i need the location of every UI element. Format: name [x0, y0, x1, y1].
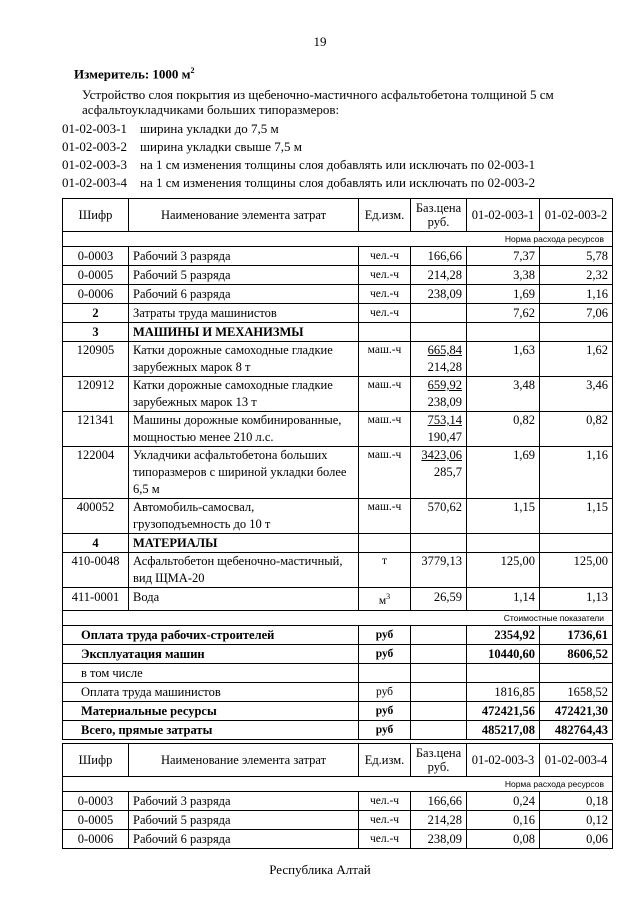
code-id: 01-02-003-1 [62, 121, 127, 136]
price-main: 753,14 [427, 413, 462, 427]
table-row [63, 342, 613, 377]
cell-empty [411, 644, 467, 663]
cost-row [63, 682, 613, 701]
cost-v2: 482764,43 [540, 720, 613, 739]
cell-name: Рабочий 6 разряда [129, 830, 359, 849]
cost-v2 [540, 663, 613, 682]
cell-unit: маш.-ч [359, 342, 411, 377]
cell-code: 3 [63, 323, 129, 342]
cell-unit [359, 588, 411, 611]
page-number: 19 [313, 34, 327, 49]
cell-unit: маш.-ч [359, 377, 411, 412]
cell-code: 0-0006 [63, 285, 129, 304]
table-row [63, 377, 613, 412]
cell-code: 0-0003 [63, 247, 129, 266]
cell-empty [359, 323, 411, 342]
table-row [63, 499, 613, 534]
table-header [63, 199, 613, 232]
cell-empty [411, 323, 467, 342]
cell-code: 0-0005 [63, 811, 129, 830]
cost-v2: 472421,30 [540, 701, 613, 720]
col-header: Наименование элемента затрат [129, 744, 359, 777]
col-header: 01-02-003-3 [467, 744, 540, 777]
cell-price: 26,59 [411, 588, 467, 611]
price-main: 665,84 [427, 343, 462, 357]
cell-empty [467, 534, 540, 553]
table-row [63, 247, 613, 266]
cell-code: 411-0001 [63, 588, 129, 611]
cell-code: 410-0048 [63, 553, 129, 588]
cell-name: Рабочий 3 разряда [129, 792, 359, 811]
resource-table-2 [62, 743, 613, 849]
resource-table-1 [62, 198, 613, 740]
table-row [63, 447, 613, 499]
cell-code: 121341 [63, 412, 129, 447]
cell-v2: 7,06 [540, 304, 613, 323]
cell-price [411, 342, 467, 377]
cell-unit: чел.-ч [359, 247, 411, 266]
cell-v1: 1,15 [467, 499, 540, 534]
meter-text: Измеритель: 1000 м [74, 66, 191, 82]
cell-v2: 1,16 [540, 447, 613, 499]
cost-unit: руб [359, 701, 411, 720]
cost-v1 [467, 663, 540, 682]
col-header: 01-02-003-2 [540, 199, 613, 232]
cell-name: Укладчики асфальтобетона больших типоразмеров с шириной укладки более 6,5 м [129, 447, 359, 499]
col-header: Ед.изм. [359, 199, 411, 232]
table-row [63, 412, 613, 447]
cell-code: 4 [63, 534, 129, 553]
cell-v2: 5,78 [540, 247, 613, 266]
cell-v2: 1,15 [540, 499, 613, 534]
cost-v1: 2354,92 [467, 625, 540, 644]
cell-code: 400052 [63, 499, 129, 534]
cell-unit: маш.-ч [359, 499, 411, 534]
section-title: МАШИНЫ И МЕХАНИЗМЫ [129, 323, 359, 342]
price-labor: 238,09 [427, 395, 462, 409]
cost-row [63, 663, 613, 682]
cell-price: 3779,13 [411, 553, 467, 588]
cost-v2: 1736,61 [540, 625, 613, 644]
price-main: 659,92 [427, 378, 462, 392]
cost-name: Материальные ресурсы [63, 701, 359, 720]
cost-v1: 1816,85 [467, 682, 540, 701]
price-labor: 190,47 [427, 430, 462, 444]
table-row [63, 588, 613, 611]
cell-v1: 0,16 [467, 811, 540, 830]
cost-row [63, 644, 613, 663]
norm-label: Норма расхода ресурсов [63, 777, 613, 792]
meter-sup: 2 [190, 66, 195, 75]
col-header: Ед.изм. [359, 744, 411, 777]
code-row [62, 156, 535, 174]
cell-price: 570,62 [411, 499, 467, 534]
cell-v1: 0,82 [467, 412, 540, 447]
cost-name: Оплата труда машинистов [63, 682, 359, 701]
cell-empty [411, 682, 467, 701]
cell-v1: 1,69 [467, 447, 540, 499]
cost-row [63, 625, 613, 644]
cell-name: Машины дорожные комбинированные, мощностью менее 210 л.с. [129, 412, 359, 447]
cell-price [411, 447, 467, 499]
cell-unit: чел.-ч [359, 285, 411, 304]
col-header: Шифр [63, 744, 129, 777]
cell-code: 0-0003 [63, 792, 129, 811]
section-row [63, 323, 613, 342]
cell-empty [540, 323, 613, 342]
cell-name: Затраты труда машинистов [129, 304, 359, 323]
cell-empty [411, 663, 467, 682]
cell-price: 166,66 [411, 247, 467, 266]
cell-v1: 7,62 [467, 304, 540, 323]
cell-v2: 0,06 [540, 830, 613, 849]
cell-unit: маш.-ч [359, 412, 411, 447]
table-row [63, 553, 613, 588]
table-row [63, 830, 613, 849]
cell-v2: 0,18 [540, 792, 613, 811]
cell-v1: 0,24 [467, 792, 540, 811]
cell-price: 214,28 [411, 266, 467, 285]
cell-v2: 2,32 [540, 266, 613, 285]
cost-row [63, 701, 613, 720]
cell-name: Рабочий 6 разряда [129, 285, 359, 304]
table-row [63, 792, 613, 811]
unit-text: м [378, 594, 387, 607]
section-title: МАТЕРИАЛЫ [129, 534, 359, 553]
cell-empty [467, 323, 540, 342]
cell-v2: 1,13 [540, 588, 613, 611]
cell-empty [540, 534, 613, 553]
col-header: 01-02-003-1 [467, 199, 540, 232]
code-row [62, 174, 535, 192]
code-row [62, 120, 535, 138]
col-header: 01-02-003-4 [540, 744, 613, 777]
cell-code: 120905 [63, 342, 129, 377]
cell-v1: 3,48 [467, 377, 540, 412]
cell-v1: 1,63 [467, 342, 540, 377]
cost-unit: руб [359, 644, 411, 663]
cell-code: 2 [63, 304, 129, 323]
cell-unit: чел.-ч [359, 830, 411, 849]
cell-v2: 125,00 [540, 553, 613, 588]
cost-unit: руб [359, 625, 411, 644]
cell-name: Асфальтобетон щебеночно-мастичный, вид ЩМА-20 [129, 553, 359, 588]
cell-name: Вода [129, 588, 359, 611]
price-labor: 214,28 [427, 360, 462, 374]
cell-name: Катки дорожные самоходные гладкие зарубежных марок 8 т [129, 342, 359, 377]
table-header [63, 744, 613, 777]
cost-header-row [63, 610, 613, 625]
section-row [63, 534, 613, 553]
code-id: 01-02-003-2 [62, 139, 127, 154]
cell-v1: 7,37 [467, 247, 540, 266]
cell-code: 122004 [63, 447, 129, 499]
cell-unit: чел.-ч [359, 792, 411, 811]
code-row [62, 138, 535, 156]
norm-row [63, 777, 613, 792]
cell-v2: 0,82 [540, 412, 613, 447]
footer-region: Республика Алтай [269, 862, 371, 877]
cost-row [63, 720, 613, 739]
col-header: Шифр [63, 199, 129, 232]
code-id: 01-02-003-3 [62, 157, 127, 172]
cost-v1: 485217,08 [467, 720, 540, 739]
cell-price: 238,09 [411, 285, 467, 304]
cell-price [411, 412, 467, 447]
cost-v1: 472421,56 [467, 701, 540, 720]
cell-unit: чел.-ч [359, 266, 411, 285]
cell-v2: 0,12 [540, 811, 613, 830]
cost-v2: 1658,52 [540, 682, 613, 701]
cell-price: 166,66 [411, 792, 467, 811]
table-row [63, 304, 613, 323]
norm-row [63, 232, 613, 247]
cell-unit: чел.-ч [359, 304, 411, 323]
meter-label [74, 66, 195, 82]
cell-name: Рабочий 5 разряда [129, 811, 359, 830]
code-text: на 1 см изменения толщины слоя добавлять или исключать по 02-003-2 [140, 175, 536, 190]
table-row [63, 285, 613, 304]
cell-code: 0-0005 [63, 266, 129, 285]
cost-unit: руб [359, 720, 411, 739]
cost-label: Стоимостные показатели [63, 610, 613, 625]
cell-v1: 1,14 [467, 588, 540, 611]
cell-empty [359, 534, 411, 553]
cell-name: Рабочий 5 разряда [129, 266, 359, 285]
cell-code: 0-0006 [63, 830, 129, 849]
cell-empty [411, 701, 467, 720]
cell-price: 214,28 [411, 811, 467, 830]
cell-unit: т [359, 553, 411, 588]
cell-v2: 3,46 [540, 377, 613, 412]
cell-empty [411, 720, 467, 739]
cell-v1: 3,38 [467, 266, 540, 285]
code-text: ширина укладки свыше 7,5 м [140, 139, 303, 154]
cell-empty [411, 534, 467, 553]
col-header: Наименование элемента затрат [129, 199, 359, 232]
cell-name: Автомобиль-самосвал, грузоподъемность до 10 т [129, 499, 359, 534]
cost-name: Всего, прямые затраты [63, 720, 359, 739]
table-row [63, 266, 613, 285]
cost-unit [359, 663, 411, 682]
cost-name: Оплата труда рабочих-строителей [63, 625, 359, 644]
table-row [63, 811, 613, 830]
description: Устройство слоя покрытия из щебеночно-мастичного асфальтобетона толщиной 5 см асфальтоукладчиками больших типоразмеров: [82, 87, 554, 117]
price-labor: 285,7 [433, 465, 462, 479]
price-main: 3423,06 [421, 448, 462, 462]
col-header: Баз.цена руб. [411, 744, 467, 777]
cell-v1: 1,69 [467, 285, 540, 304]
cell-price [411, 304, 467, 323]
cost-name: в том числе [63, 663, 359, 682]
cell-empty [411, 625, 467, 644]
code-text: на 1 см изменения толщины слоя добавлять или исключать по 02-003-1 [140, 157, 536, 172]
norm-label: Норма расхода ресурсов [63, 232, 613, 247]
code-list [62, 120, 535, 192]
code-id: 01-02-003-4 [62, 175, 127, 190]
cell-name: Катки дорожные самоходные гладкие зарубежных марок 13 т [129, 377, 359, 412]
cost-name: Эксплуатация машин [63, 644, 359, 663]
unit-sup: 3 [386, 592, 391, 601]
code-text: ширина укладки до 7,5 м [140, 121, 279, 136]
cell-v2: 1,62 [540, 342, 613, 377]
col-header: Баз.цена руб. [411, 199, 467, 232]
cell-v1: 0,08 [467, 830, 540, 849]
cell-price: 238,09 [411, 830, 467, 849]
cell-name: Рабочий 3 разряда [129, 247, 359, 266]
cell-v1: 125,00 [467, 553, 540, 588]
cell-price [411, 377, 467, 412]
cost-v2: 8606,52 [540, 644, 613, 663]
cell-unit: чел.-ч [359, 811, 411, 830]
cost-unit: руб [359, 682, 411, 701]
cell-v2: 1,16 [540, 285, 613, 304]
cell-code: 120912 [63, 377, 129, 412]
cell-unit: маш.-ч [359, 447, 411, 499]
cost-v1: 10440,60 [467, 644, 540, 663]
